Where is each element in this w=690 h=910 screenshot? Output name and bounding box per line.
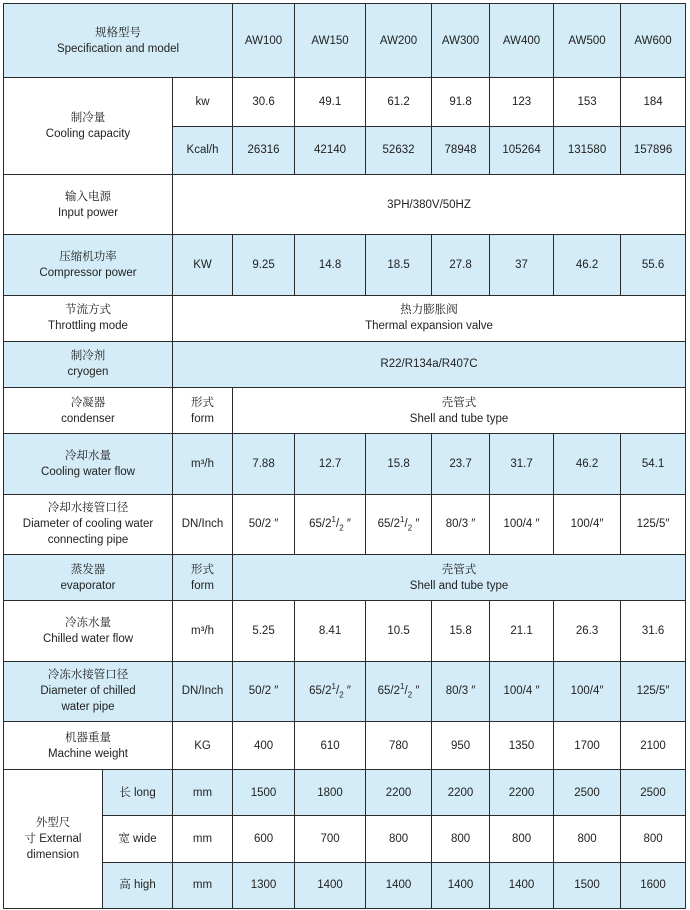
- form-cell: [173, 388, 233, 434]
- form-cell: [173, 555, 233, 601]
- pipe-tail: ″: [343, 685, 351, 698]
- value-cell: 12.7: [295, 434, 366, 494]
- label-en: Machine weight: [48, 747, 128, 760]
- value-cell: 1500: [554, 862, 621, 908]
- value-cell: 27.8: [432, 235, 490, 295]
- value-cell: 21.1: [490, 601, 554, 661]
- input-power-label: [4, 174, 173, 234]
- pipe-num: 1: [400, 515, 405, 525]
- value-cell: 52632: [366, 126, 432, 174]
- value-zh: 热力膨胀阀: [400, 304, 458, 317]
- value-cell: 780: [366, 721, 432, 769]
- cooling-pipe-label: [4, 494, 173, 554]
- label-zh: 制冷量: [70, 112, 106, 125]
- value-cell: 91.8: [432, 78, 490, 126]
- chilled-pipe-row: [4, 661, 686, 721]
- value-cell: 1350: [490, 721, 554, 769]
- value-cell: 2200: [490, 770, 554, 816]
- pipe-den: 2: [339, 523, 344, 533]
- model-header: AW600: [621, 4, 686, 78]
- value-cell: 1300: [233, 862, 295, 908]
- label-en: evaporator: [60, 579, 116, 592]
- throttling-row: [4, 295, 686, 341]
- value-cell: $65/2^1/_2$ ″: [366, 661, 432, 721]
- form-zh: 形式: [191, 563, 215, 576]
- value-cell: 800: [554, 816, 621, 862]
- dimension-high-label: 高 high: [103, 862, 173, 908]
- value-cell: 7.88: [233, 434, 295, 494]
- value-cell: 800: [366, 816, 432, 862]
- pipe-tail: ″: [412, 518, 420, 531]
- value-cell: 80/3 ″: [432, 494, 490, 554]
- value-en: Shell and tube type: [409, 579, 509, 592]
- value-cell: 80/3 ″: [432, 661, 490, 721]
- throttling-label: [4, 295, 173, 341]
- value-cell: 55.6: [621, 235, 686, 295]
- label-zh: 制冷剂: [70, 350, 106, 363]
- label-en: Diameter of chilled: [40, 685, 136, 698]
- value-cell: 15.8: [366, 434, 432, 494]
- model-header: AW400: [490, 4, 554, 78]
- cooling-water-flow-label: [4, 434, 173, 494]
- dimension-long-row: [4, 770, 686, 816]
- value-cell: 131580: [554, 126, 621, 174]
- value-cell: 125/5″: [621, 661, 686, 721]
- cooling-capacity-kw-row: [4, 78, 686, 126]
- value-cell: 2200: [432, 770, 490, 816]
- value-cell: 153: [554, 78, 621, 126]
- value-cell: 46.2: [554, 434, 621, 494]
- pipe-den: 2: [407, 690, 413, 700]
- value-cell: 600: [233, 816, 295, 862]
- value-cell: 1700: [554, 721, 621, 769]
- value-cell: 50/2 ″: [233, 661, 295, 721]
- label-zh: 冷冻水量: [65, 616, 111, 629]
- spec-header-en: Specification and model: [56, 42, 180, 55]
- unit-cell: mm: [173, 816, 233, 862]
- chilled-pipe-label: [4, 661, 173, 721]
- value-cell: 123: [490, 78, 554, 126]
- dimension-high-row: [4, 862, 686, 908]
- label-zh: 冷却水量: [65, 450, 111, 462]
- label-en: Compressor power: [39, 266, 137, 279]
- value-cell: 31.7: [490, 434, 554, 494]
- value-cell: 30.6: [233, 78, 295, 126]
- condenser-label: [4, 388, 173, 434]
- dimension-long-label: 长 long: [103, 770, 173, 816]
- spec-model-header: [4, 4, 233, 78]
- external-dimension-label: [4, 770, 103, 909]
- unit-cell: KG: [173, 721, 233, 769]
- dimension-wide-row: [4, 816, 686, 862]
- pipe-num: 1: [331, 682, 336, 692]
- pipe-tail: ″: [343, 518, 351, 531]
- form-zh: 形式: [191, 396, 215, 409]
- value-cell: 100/4 ″: [490, 661, 554, 721]
- value-cell: 1400: [432, 862, 490, 908]
- input-power-row: [4, 174, 686, 234]
- pipe-whole: 65/2: [377, 518, 401, 531]
- value-cell: 950: [432, 721, 490, 769]
- unit-cell: DN/Inch: [173, 661, 233, 721]
- value-cell: 49.1: [295, 78, 366, 126]
- value-zh: 壳管式: [441, 396, 477, 409]
- label-en: Cooling water flow: [41, 466, 135, 478]
- label-zh: 压缩机功率: [59, 250, 117, 263]
- value-cell: 23.7: [432, 434, 490, 494]
- label-en: Chilled water flow: [42, 632, 134, 645]
- value-cell: 26316: [233, 126, 295, 174]
- form-en: form: [191, 579, 215, 592]
- value-cell: 2500: [621, 770, 686, 816]
- value-cell: 5.25: [233, 601, 295, 661]
- value-cell: 1400: [366, 862, 432, 908]
- value-cell: 2200: [366, 770, 432, 816]
- value-cell: 46.2: [554, 235, 621, 295]
- value-cell: 800: [490, 816, 554, 862]
- value-cell: 54.1: [621, 434, 686, 494]
- value-cell: 1600: [621, 862, 686, 908]
- label-zh: 冷冻水接管口径: [47, 669, 129, 682]
- value-cell: 100/4″: [554, 494, 621, 554]
- value-cell: 78948: [432, 126, 490, 174]
- unit-cell: m³/h: [173, 434, 233, 494]
- input-power-value: 3PH/380V/50HZ: [173, 174, 686, 234]
- value-en: Thermal expansion valve: [365, 320, 493, 333]
- value-cell: 18.5: [366, 235, 432, 295]
- pipe-whole: 65/2: [309, 518, 332, 531]
- label-zh: 冷却水接管口径: [47, 502, 129, 515]
- pipe-den: 2: [407, 523, 413, 533]
- unit-cell: Kcal/h: [173, 126, 233, 174]
- label-line: 外型尺: [35, 817, 71, 830]
- evaporator-row: [4, 555, 686, 601]
- chilled-water-flow-row: [4, 601, 686, 661]
- model-header: AW300: [432, 4, 490, 78]
- label-en: Cooling capacity: [45, 128, 131, 141]
- value-cell: 2100: [621, 721, 686, 769]
- evaporator-value: [233, 555, 686, 601]
- value-cell: 50/2 ″: [233, 494, 295, 554]
- condenser-row: [4, 388, 686, 434]
- label-en: cryogen: [67, 366, 109, 379]
- form-en: form: [191, 412, 215, 425]
- cooling-water-flow-row: [4, 434, 686, 494]
- label-en: Diameter of cooling water: [22, 518, 154, 531]
- value-cell: 9.25: [233, 235, 295, 295]
- value-cell: 1800: [295, 770, 366, 816]
- pipe-whole: 65/2: [309, 685, 332, 698]
- value-cell: 2500: [554, 770, 621, 816]
- unit-cell: kw: [173, 78, 233, 126]
- condenser-value: [233, 388, 686, 434]
- value-cell: 1400: [490, 862, 554, 908]
- value-cell: 184: [621, 78, 686, 126]
- cryogen-row: [4, 341, 686, 387]
- label-en: connecting pipe: [47, 534, 129, 547]
- label-zh: 机器重量: [65, 731, 111, 744]
- throttling-value: [173, 295, 686, 341]
- value-cell: $65/2^1/_2$ ″: [366, 494, 432, 554]
- value-cell: 8.41: [295, 601, 366, 661]
- chilled-water-flow-label: [4, 601, 173, 661]
- model-header: AW200: [366, 4, 432, 78]
- label-zh: 冷凝器: [70, 396, 106, 409]
- model-header: AW150: [295, 4, 366, 78]
- value-cell: 42140: [295, 126, 366, 174]
- label-line: dimension: [26, 849, 80, 862]
- label-zh: 输入电源: [65, 190, 111, 203]
- value-cell: 100/4″: [554, 661, 621, 721]
- value-cell: $65/2^1/_2$ ″: [295, 494, 366, 554]
- label-en: Input power: [57, 206, 119, 219]
- value-cell: 100/4 ″: [490, 494, 554, 554]
- value-en: Shell and tube type: [409, 412, 509, 425]
- value-cell: 700: [295, 816, 366, 862]
- value-cell: 800: [621, 816, 686, 862]
- value-cell: 31.6: [621, 601, 686, 661]
- value-cell: 26.3: [554, 601, 621, 661]
- model-header: AW500: [554, 4, 621, 78]
- value-zh: 壳管式: [441, 563, 477, 576]
- label-en: water pipe: [61, 701, 115, 714]
- pipe-tail: ″: [412, 685, 420, 698]
- value-cell: $65/2^1/_2$ ″: [295, 661, 366, 721]
- evaporator-label: [4, 555, 173, 601]
- unit-cell: KW: [173, 235, 233, 295]
- compressor-power-label: [4, 235, 173, 295]
- pipe-whole: 65/2: [377, 685, 401, 698]
- pipe-num: 1: [400, 682, 405, 692]
- unit-cell: mm: [173, 770, 233, 816]
- value-cell: 125/5″: [621, 494, 686, 554]
- label-line: 寸 External: [24, 833, 82, 846]
- label-zh: 蒸发器: [70, 563, 106, 576]
- cooling-pipe-row: [4, 494, 686, 554]
- value-cell: 800: [432, 816, 490, 862]
- compressor-power-row: [4, 235, 686, 295]
- label-en: condenser: [61, 412, 115, 425]
- pipe-num: 1: [331, 515, 336, 525]
- value-cell: 105264: [490, 126, 554, 174]
- machine-weight-label: [4, 721, 173, 769]
- label-zh: 节流方式: [65, 304, 111, 317]
- specification-table: [3, 3, 686, 909]
- machine-weight-row: [4, 721, 686, 769]
- value-cell: 10.5: [366, 601, 432, 661]
- unit-cell: mm: [173, 862, 233, 908]
- cooling-capacity-label: [4, 78, 173, 175]
- value-cell: 14.8: [295, 235, 366, 295]
- dimension-wide-label: 宽 wide: [103, 816, 173, 862]
- label-en: Throttling mode: [48, 320, 128, 333]
- header-row: [4, 4, 686, 78]
- unit-cell: m³/h: [173, 601, 233, 661]
- pipe-den: 2: [339, 690, 344, 700]
- unit-cell: DN/Inch: [173, 494, 233, 554]
- value-cell: 61.2: [366, 78, 432, 126]
- model-header: AW100: [233, 4, 295, 78]
- value-cell: 157896: [621, 126, 686, 174]
- value-cell: 37: [490, 235, 554, 295]
- value-cell: 1400: [295, 862, 366, 908]
- cryogen-value: R22/R134a/R407C: [173, 341, 686, 387]
- cryogen-label: [4, 341, 173, 387]
- value-cell: 400: [233, 721, 295, 769]
- value-cell: 610: [295, 721, 366, 769]
- value-cell: 1500: [233, 770, 295, 816]
- spec-header-zh: 规格型号: [95, 26, 142, 39]
- value-cell: 15.8: [432, 601, 490, 661]
